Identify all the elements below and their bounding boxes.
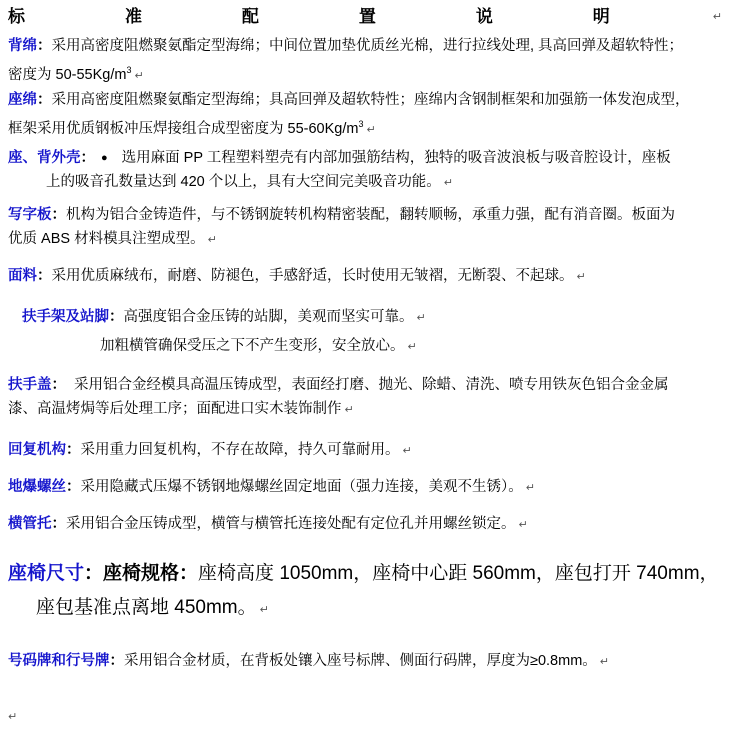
section-label: 扶手盖 xyxy=(8,376,52,393)
section-fushougai xyxy=(8,373,722,422)
body-text: 高强度铝合金压铸的站脚，美观而坚实可靠。 xyxy=(123,308,414,325)
body-line xyxy=(8,227,722,252)
body-text: 采用隐藏式压爆不锈钢地爆螺丝固定地面（强力连接，美观不生锈）。 xyxy=(80,478,523,495)
empty-paragraph xyxy=(8,704,722,729)
label-colon: ： xyxy=(84,562,104,584)
body-line xyxy=(8,397,722,422)
label-colon: ： xyxy=(51,515,66,532)
section-zuoyi-chicun xyxy=(8,557,722,627)
body-text: 机构为铝合金铸造件，与不锈钢旋转机构精密装配，翻转顺畅，承重力强，配有消音圈。板面为 xyxy=(66,206,675,223)
body-line xyxy=(22,305,722,330)
body-text: 采用高密度阻燃聚氨酯定型海绵；中间位置加垫优质丝光棉，进行拉线处理, 具高回弹及超软特性； xyxy=(51,38,684,54)
body-text: 漆、高温烤焗等后处理工序；面配进口实木装饰制作 xyxy=(8,400,342,417)
body-line xyxy=(8,112,722,142)
paragraph-mark: ↵ xyxy=(8,710,18,723)
body-line xyxy=(8,170,722,195)
label-colon: ： xyxy=(37,91,52,108)
body-line xyxy=(8,475,722,500)
label-colon: ： xyxy=(109,308,124,325)
section-dibao-luosi xyxy=(8,475,722,500)
body-line xyxy=(8,34,722,58)
section-label: 横管托 xyxy=(8,515,52,532)
paragraph-mark: ↵ xyxy=(134,69,144,82)
title-char: 准 xyxy=(124,7,142,26)
section-zuomian xyxy=(8,88,722,142)
body-text: 采用优质麻绒布，耐磨、防褪色，手感舒适，长时使用无皱褶，无断裂、不起球。 xyxy=(51,267,574,284)
bullet-icon: ● xyxy=(101,151,108,164)
body-text: 采用铝合金材质，在背板处镶入座号标牌、侧面行码牌，厚度为≥0.8mm。 xyxy=(124,652,597,669)
section-label: 背绵 xyxy=(8,38,37,54)
section-label: 扶手架及站脚 xyxy=(22,308,109,325)
body-line xyxy=(8,264,722,289)
body-text: 采用高密度阻燃聚氨酯定型海绵；具高回弹及超软特性；座绵内含钢制框架和加强筋一体发泡成型， xyxy=(51,91,690,108)
body-text: 框架采用优质钢板冲压焊接组合成型密度为 55-60Kg/m xyxy=(8,120,359,137)
body-text: 座椅高度 1050mm，座椅中心距 560mm，座包打开 740mm， xyxy=(198,562,719,584)
document-title xyxy=(8,4,722,30)
section-hengguantuo xyxy=(8,512,722,537)
body-line xyxy=(22,334,722,359)
label-colon: ： xyxy=(80,149,95,166)
title-char: 明 xyxy=(592,7,610,26)
label-colon: ： xyxy=(51,376,66,393)
paragraph-mark: ↵ xyxy=(443,176,453,189)
section-label: 写字板 xyxy=(8,206,52,223)
body-text: 密度为 50-55Kg/m xyxy=(8,66,127,83)
paragraph-mark: ↵ xyxy=(576,270,586,283)
body-line xyxy=(8,557,722,591)
paragraph-mark: ↵ xyxy=(407,340,417,353)
title-char: 说 xyxy=(475,7,493,26)
label-colon: ： xyxy=(51,206,66,223)
superscript: 3 xyxy=(358,118,364,129)
body-line xyxy=(8,146,722,170)
title-char: 配 xyxy=(241,7,259,26)
body-line xyxy=(8,512,722,537)
section-label: 地爆螺丝 xyxy=(8,478,66,495)
spec-sublabel: 座椅规格： xyxy=(103,562,199,584)
paragraph-mark: ↵ xyxy=(712,11,722,23)
paragraph-mark: ↵ xyxy=(344,403,354,416)
section-beimian xyxy=(8,34,722,88)
section-label: 面料 xyxy=(8,267,37,284)
body-line xyxy=(8,649,722,674)
body-text: 选用麻面 PP 工程塑料塑壳有内部加强筋结构，独特的吸音波浪板与吸音腔设计，座板 xyxy=(121,149,671,166)
section-haomapai xyxy=(8,649,722,674)
body-text: 上的吸音孔数量达到 420 个以上，具有大空间完美吸音功能。 xyxy=(46,173,441,190)
section-zuobei-waike xyxy=(8,146,722,195)
paragraph-mark: ↵ xyxy=(402,444,412,457)
section-huifu-jigou xyxy=(8,438,722,463)
label-colon: ： xyxy=(66,478,81,495)
body-text: 优质 ABS 材料模具注塑成型。 xyxy=(8,230,205,247)
label-colon: ： xyxy=(66,441,81,458)
section-fushoujia xyxy=(8,305,722,359)
section-label: 回复机构 xyxy=(8,441,66,458)
body-line xyxy=(8,203,722,227)
body-text: 座包基准点离地 450mm。 xyxy=(36,596,257,618)
body-line xyxy=(8,591,722,627)
paragraph-mark: ↵ xyxy=(416,311,426,324)
body-text: 采用铝合金压铸成型，横管与横管托连接处配有定位孔并用螺丝锁定。 xyxy=(66,515,516,532)
paragraph-mark: ↵ xyxy=(207,233,217,246)
title-char: 标 xyxy=(8,7,25,26)
body-line xyxy=(8,58,722,88)
label-colon: ： xyxy=(37,267,52,284)
label-colon: ： xyxy=(109,652,124,669)
section-label: 号码牌和行号牌 xyxy=(8,652,110,669)
superscript: 3 xyxy=(126,65,132,75)
section-label: 座绵 xyxy=(8,91,37,108)
section-label: 座椅尺寸 xyxy=(8,562,85,584)
body-line xyxy=(8,88,722,112)
paragraph-mark: ↵ xyxy=(525,481,535,494)
section-xiezibian xyxy=(8,203,722,252)
paragraph-mark: ↵ xyxy=(259,603,269,616)
title-char: 置 xyxy=(358,7,376,26)
body-line xyxy=(8,373,722,397)
body-line xyxy=(8,438,722,463)
paragraph-mark: ↵ xyxy=(599,655,609,668)
body-text: 采用重力回复机构，不存在故障，持久可靠耐用。 xyxy=(80,441,400,458)
body-text: 采用铝合金经模具高温压铸成型，表面经打磨、抛光、除蜡、清洗、喷专用铁灰色铝合金金属 xyxy=(66,376,669,393)
label-colon: ： xyxy=(37,38,52,54)
section-label: 座、背外壳 xyxy=(8,149,81,166)
paragraph-mark: ↵ xyxy=(366,123,376,136)
body-text: 加粗横管确保受压之下不产生变形，安全放心。 xyxy=(100,337,405,354)
section-mianliao xyxy=(8,264,722,289)
paragraph-mark: ↵ xyxy=(518,518,528,531)
